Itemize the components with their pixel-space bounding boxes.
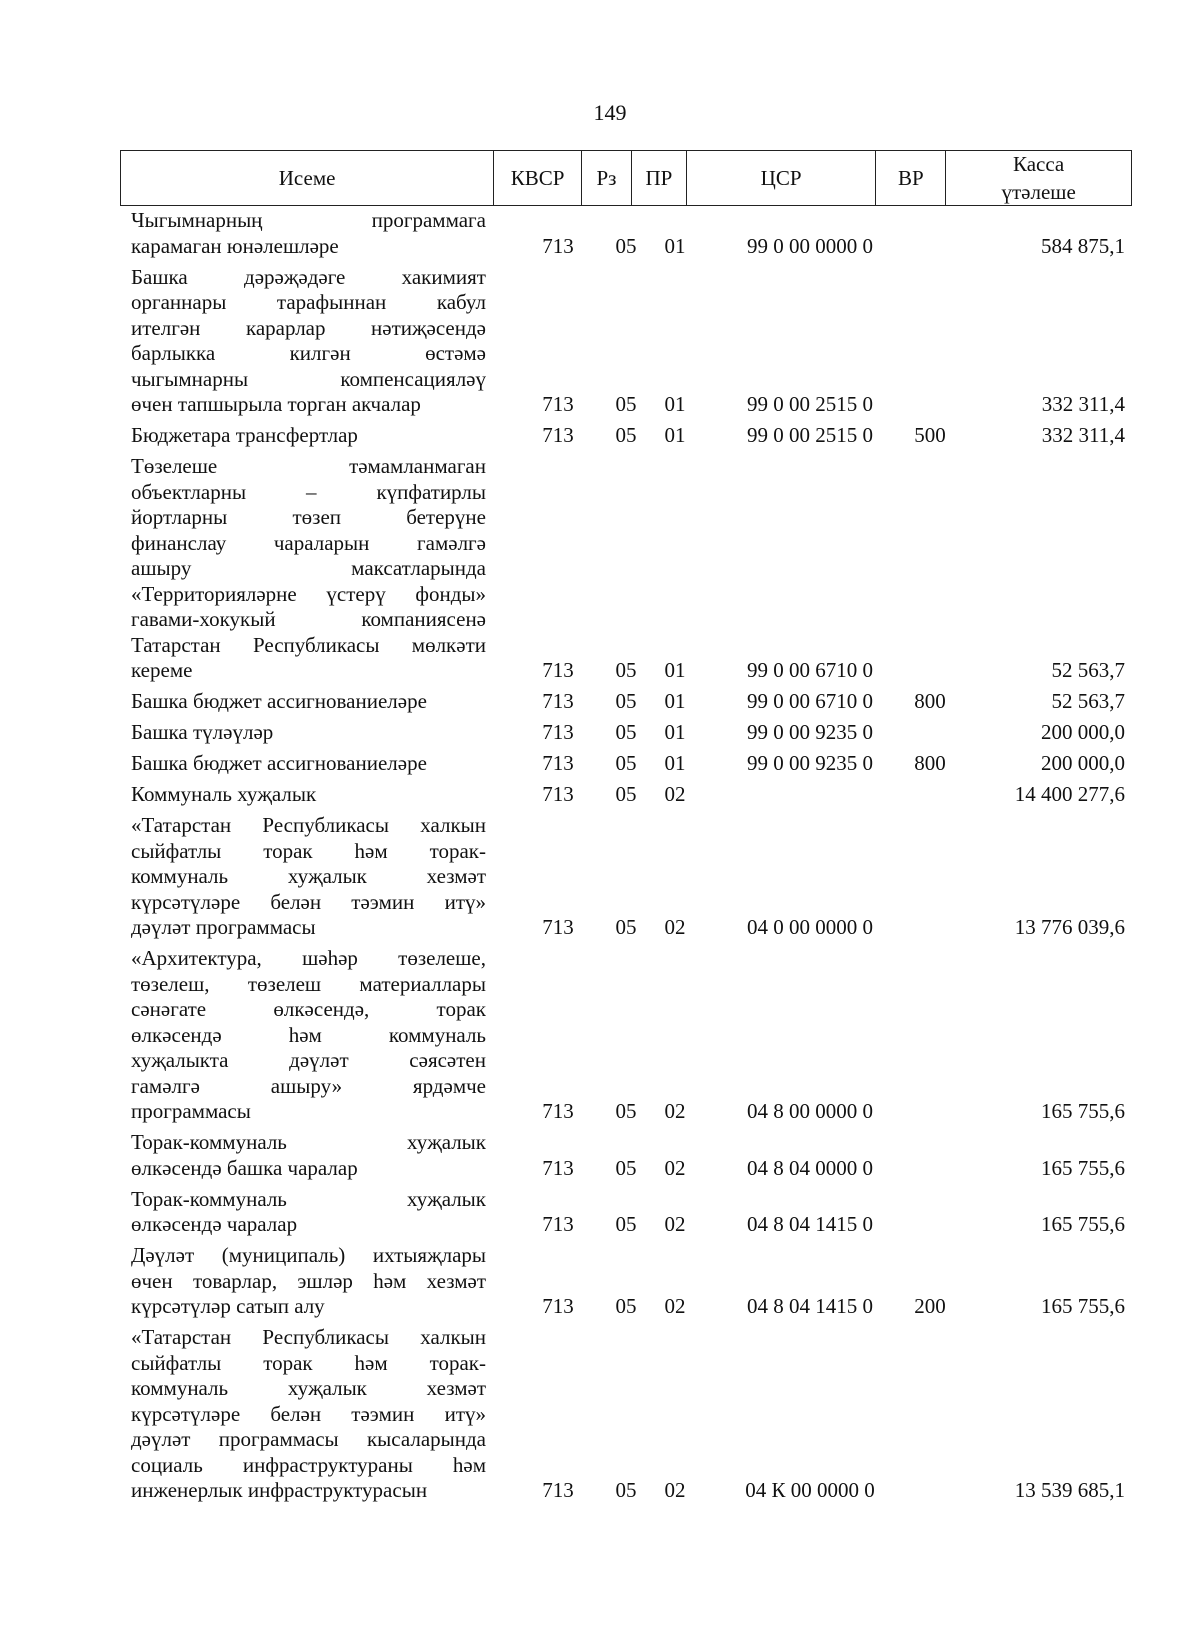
- cell-rz: 05: [615, 233, 637, 258]
- cell-kassa: 332 311,4: [1041, 423, 1125, 447]
- table-row: [120, 234, 1132, 258]
- row-name-line: төзелеш, төзелеш материаллары: [131, 971, 486, 996]
- row-name-line: Башка түләүләр: [131, 720, 274, 744]
- row-name-line: өлкәсендә чаралар: [131, 1212, 298, 1236]
- cell-kassa: 584 875,1: [1041, 233, 1125, 258]
- cell-pr: 01: [664, 233, 686, 258]
- table-row: [120, 720, 1132, 744]
- row-name-line: сәнәгате өлкәсендә, торак: [131, 997, 486, 1021]
- cell-csr: 04 8 04 1415 0: [747, 1294, 873, 1318]
- cell-kvsr: 713: [542, 689, 574, 713]
- cell-csr: 04 8 04 0000 0: [747, 1155, 873, 1180]
- cell-pr: 02: [664, 1478, 686, 1502]
- cell-kassa: 165 755,6: [1041, 1294, 1125, 1318]
- column-header-kvsr: КВСР: [494, 151, 582, 205]
- cell-kvsr: 713: [542, 1155, 574, 1180]
- row-name-line: күрсәтүләре белән тәэмин итү»: [131, 889, 486, 914]
- cell-csr: 99 0 00 0000 0: [747, 233, 873, 258]
- row-name-line: өлкәсендә һәм коммуналь: [131, 1022, 486, 1047]
- table-row: [120, 1212, 1132, 1236]
- table-row: [120, 1099, 1132, 1123]
- row-name-line: «Территорияләрне үстерү фонды»: [131, 581, 486, 606]
- row-name-line: Торак-коммуналь хуҗалык: [131, 1130, 486, 1154]
- table-row: [120, 689, 1132, 713]
- cell-kassa: 13 776 039,6: [1014, 915, 1125, 939]
- cell-pr: 01: [664, 689, 686, 713]
- column-header-vr: ВР: [876, 151, 946, 205]
- row-name-line: объектларны – күпфатирлы: [131, 479, 486, 504]
- row-name-line: Татарстан Республикасы мөлкәти: [131, 632, 486, 657]
- row-name-line: йортларны төзеп бетерүне: [131, 505, 486, 529]
- row-name-line: финанслау чараларын гамәлгә: [131, 530, 486, 555]
- table-row: [120, 751, 1132, 775]
- cell-kassa: 200 000,0: [1041, 720, 1125, 744]
- table-row: [120, 1156, 1132, 1180]
- cell-csr: 99 0 00 9235 0: [747, 720, 873, 744]
- cell-kvsr: 713: [542, 915, 574, 939]
- column-header-rz: Рз: [582, 151, 632, 205]
- cell-csr: 04 0 00 0000 0: [747, 915, 873, 939]
- cell-csr: 99 0 00 2515 0: [747, 423, 873, 447]
- cell-kvsr: 713: [542, 392, 574, 416]
- cell-kvsr: 713: [542, 782, 574, 806]
- cell-csr: 04 К 00 0000 0: [745, 1478, 875, 1502]
- cell-kvsr: 713: [542, 658, 574, 682]
- column-header-name: Исеме: [121, 151, 494, 205]
- row-name-line: гавами-хокукый компаниясенә: [131, 607, 486, 631]
- cell-pr: 02: [664, 915, 686, 939]
- row-name-line: Башка дәрәҗәдәге хакимият: [131, 264, 486, 289]
- cell-rz: 05: [615, 720, 637, 744]
- cell-rz: 05: [615, 1294, 637, 1318]
- cell-rz: 05: [615, 392, 637, 416]
- table-row: [120, 392, 1132, 416]
- cell-rz: 05: [615, 423, 637, 447]
- cell-pr: 02: [664, 1294, 686, 1318]
- cell-rz: 05: [615, 1478, 637, 1502]
- row-name-line: Бюджетара трансфертлар: [131, 423, 358, 447]
- row-name-line: «Татарстан Республикасы халкын: [131, 1325, 486, 1349]
- row-name-line: органнары тарафыннан кабул: [131, 290, 486, 314]
- cell-rz: 05: [615, 689, 637, 713]
- cell-kvsr: 713: [542, 233, 574, 258]
- cell-kassa: 200 000,0: [1041, 751, 1125, 775]
- row-name-line: күрсәтүләр сатып алу: [131, 1294, 325, 1318]
- cell-kassa: 165 755,6: [1041, 1155, 1125, 1180]
- row-name-line: Башка бюджет ассигнованиеләре: [131, 751, 427, 775]
- cell-rz: 05: [615, 915, 637, 939]
- table-header: [120, 150, 1132, 206]
- column-header-csr: ЦСР: [687, 151, 877, 205]
- row-name-line: ашыру максатларында: [131, 556, 486, 580]
- cell-kvsr: 713: [542, 751, 574, 775]
- cell-kvsr: 713: [542, 423, 574, 447]
- cell-pr: 01: [664, 423, 686, 447]
- cell-csr: 04 8 00 0000 0: [747, 1099, 873, 1123]
- row-name-line: сыйфатлы торак һәм торак-: [131, 1350, 486, 1375]
- row-name-line: хуҗалыкта дәүләт сәясәтен: [131, 1048, 486, 1072]
- table-row: [120, 1478, 1132, 1502]
- cell-kassa: 14 400 277,6: [1014, 782, 1125, 806]
- row-name-line: социаль инфраструктураны һәм: [131, 1452, 486, 1477]
- cell-rz: 05: [615, 658, 637, 682]
- row-name-line: чыгымнарны компенсацияләү: [131, 366, 486, 391]
- row-name-line: кереме: [131, 658, 193, 682]
- row-name-line: Төзелеше тәмамланмаган: [131, 454, 486, 478]
- cell-kvsr: 713: [542, 1099, 574, 1123]
- cell-pr: 02: [664, 1212, 686, 1236]
- row-name-line: дәүләт программасы кысаларында: [131, 1427, 486, 1451]
- cell-pr: 01: [664, 392, 686, 416]
- cell-vr: 500: [914, 423, 946, 447]
- row-name-line: дәүләт программасы: [131, 915, 316, 939]
- cell-csr: 99 0 00 6710 0: [747, 658, 873, 682]
- cell-kvsr: 713: [542, 1212, 574, 1236]
- row-name-line: гамәлгә ашыру» ярдәмче: [131, 1073, 486, 1098]
- column-header-pr: ПР: [632, 151, 687, 205]
- cell-kassa: 13 539 685,1: [1014, 1478, 1125, 1502]
- cell-rz: 05: [615, 782, 637, 806]
- cell-pr: 01: [664, 751, 686, 775]
- cell-rz: 05: [615, 751, 637, 775]
- row-name-line: Торак-коммуналь хуҗалык: [131, 1186, 486, 1211]
- cell-csr: 99 0 00 9235 0: [747, 751, 873, 775]
- cell-csr: 04 8 04 1415 0: [747, 1212, 873, 1236]
- cell-kassa: 52 563,7: [1051, 658, 1125, 682]
- cell-pr: 02: [664, 782, 686, 806]
- cell-pr: 02: [664, 1155, 686, 1180]
- row-name-line: өчен товарлар, эшләр һәм хезмәт: [131, 1268, 486, 1293]
- cell-pr: 02: [664, 1099, 686, 1123]
- row-name-line: сыйфатлы торак һәм торак-: [131, 838, 486, 863]
- cell-kvsr: 713: [542, 1294, 574, 1318]
- cell-kvsr: 713: [542, 1478, 574, 1502]
- row-name-line: өчен тапшырыла торган акчалар: [131, 392, 421, 416]
- row-name-line: программасы: [131, 1099, 251, 1123]
- row-name-line: «Татарстан Республикасы халкын: [131, 813, 486, 837]
- row-name-line: карамаган юнәлешләре: [131, 233, 339, 258]
- row-name-line: барлыкка килгән өстәмә: [131, 341, 486, 365]
- table-row: [120, 1294, 1132, 1318]
- row-name-line: өлкәсендә башка чаралар: [131, 1155, 358, 1180]
- cell-csr: 99 0 00 2515 0: [747, 392, 873, 416]
- cell-pr: 01: [664, 658, 686, 682]
- cell-kvsr: 713: [542, 720, 574, 744]
- cell-pr: 01: [664, 720, 686, 744]
- cell-kassa: 165 755,6: [1041, 1212, 1125, 1236]
- cell-kassa: 165 755,6: [1041, 1099, 1125, 1123]
- cell-vr: 800: [914, 751, 946, 775]
- row-name-line: «Архитектура, шәһәр төзелеше,: [131, 946, 486, 970]
- cell-rz: 05: [615, 1099, 637, 1123]
- cell-kassa: 52 563,7: [1051, 689, 1125, 713]
- cell-vr: 800: [914, 689, 946, 713]
- cell-kassa: 332 311,4: [1041, 392, 1125, 416]
- row-name-line: инженерлык инфраструктурасын: [131, 1478, 428, 1502]
- table-row: [120, 423, 1132, 447]
- row-name-line: Коммуналь хуҗалык: [131, 782, 317, 806]
- page-number: 149: [593, 100, 627, 125]
- row-name-line: коммуналь хуҗалык хезмәт: [131, 1376, 486, 1400]
- cell-vr: 200: [914, 1294, 946, 1318]
- table-row: [120, 658, 1132, 682]
- row-name-line: Дәүләт (муниципаль) ихтыяҗлары: [131, 1243, 486, 1267]
- row-name-line: күрсәтүләре белән тәэмин итү»: [131, 1401, 486, 1426]
- cell-rz: 05: [615, 1155, 637, 1180]
- column-header-kassa: Касса үтәлеше: [1001, 152, 1076, 204]
- row-name-line: Башка бюджет ассигнованиеләре: [131, 689, 427, 713]
- table-row: [120, 782, 1132, 806]
- cell-rz: 05: [615, 1212, 637, 1236]
- row-name-line: ителгән карарлар нәтиҗәсендә: [131, 315, 486, 340]
- row-name-line: коммуналь хуҗалык хезмәт: [131, 864, 486, 888]
- row-name-line: Чыгымнарның программага: [131, 208, 486, 232]
- table-row: [120, 915, 1132, 939]
- cell-csr: 99 0 00 6710 0: [747, 689, 873, 713]
